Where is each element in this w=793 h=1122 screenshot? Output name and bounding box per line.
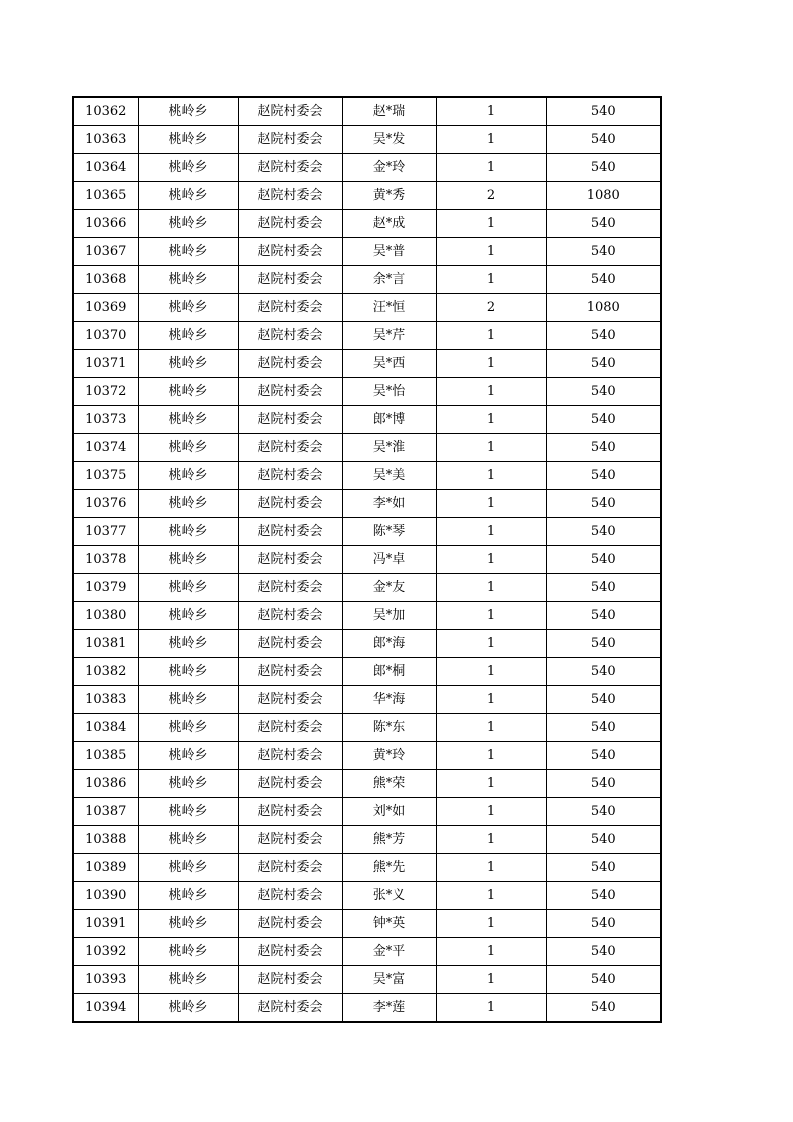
person-name-cell: 张*义 <box>342 882 436 910</box>
village-committee-cell: 赵院村委会 <box>238 546 342 574</box>
village-committee-cell: 赵院村委会 <box>238 518 342 546</box>
person-name-cell: 钟*英 <box>342 910 436 938</box>
person-name-cell: 金*玲 <box>342 154 436 182</box>
table-row <box>73 630 661 658</box>
table-row <box>73 406 661 434</box>
table-row <box>73 938 661 966</box>
person-name-cell: 吴*西 <box>342 350 436 378</box>
township-cell: 桃岭乡 <box>138 322 238 350</box>
count-cell: 2 <box>436 294 546 322</box>
table-row <box>73 322 661 350</box>
person-name-cell: 熊*先 <box>342 854 436 882</box>
table-row <box>73 490 661 518</box>
person-name-cell: 熊*荣 <box>342 770 436 798</box>
table-row <box>73 994 661 1023</box>
amount-cell: 540 <box>546 658 661 686</box>
person-name-cell: 吴*普 <box>342 238 436 266</box>
village-committee-cell: 赵院村委会 <box>238 182 342 210</box>
table-row <box>73 602 661 630</box>
count-cell: 1 <box>436 490 546 518</box>
township-cell: 桃岭乡 <box>138 490 238 518</box>
serial-number-cell: 10388 <box>73 826 138 854</box>
serial-number-cell: 10382 <box>73 658 138 686</box>
table-row <box>73 126 661 154</box>
amount-cell: 540 <box>546 994 661 1023</box>
person-name-cell: 陈*东 <box>342 714 436 742</box>
person-name-cell: 郎*博 <box>342 406 436 434</box>
count-cell: 1 <box>436 434 546 462</box>
table-row <box>73 574 661 602</box>
table-row <box>73 686 661 714</box>
amount-cell: 540 <box>546 518 661 546</box>
township-cell: 桃岭乡 <box>138 910 238 938</box>
village-committee-cell: 赵院村委会 <box>238 910 342 938</box>
serial-number-cell: 10375 <box>73 462 138 490</box>
serial-number-cell: 10362 <box>73 97 138 126</box>
village-committee-cell: 赵院村委会 <box>238 462 342 490</box>
serial-number-cell: 10381 <box>73 630 138 658</box>
serial-number-cell: 10367 <box>73 238 138 266</box>
serial-number-cell: 10392 <box>73 938 138 966</box>
amount-cell: 540 <box>546 938 661 966</box>
count-cell: 2 <box>436 182 546 210</box>
serial-number-cell: 10384 <box>73 714 138 742</box>
village-committee-cell: 赵院村委会 <box>238 350 342 378</box>
township-cell: 桃岭乡 <box>138 630 238 658</box>
amount-cell: 1080 <box>546 294 661 322</box>
count-cell: 1 <box>436 210 546 238</box>
person-name-cell: 吴*富 <box>342 966 436 994</box>
township-cell: 桃岭乡 <box>138 97 238 126</box>
amount-cell: 540 <box>546 574 661 602</box>
village-committee-cell: 赵院村委会 <box>238 714 342 742</box>
person-name-cell: 黄*秀 <box>342 182 436 210</box>
amount-cell: 540 <box>546 546 661 574</box>
serial-number-cell: 10390 <box>73 882 138 910</box>
count-cell: 1 <box>436 546 546 574</box>
amount-cell: 540 <box>546 966 661 994</box>
person-name-cell: 金*友 <box>342 574 436 602</box>
amount-cell: 540 <box>546 97 661 126</box>
count-cell: 1 <box>436 266 546 294</box>
amount-cell: 540 <box>546 322 661 350</box>
township-cell: 桃岭乡 <box>138 406 238 434</box>
table-body <box>73 97 661 1022</box>
count-cell: 1 <box>436 238 546 266</box>
township-cell: 桃岭乡 <box>138 434 238 462</box>
count-cell: 1 <box>436 322 546 350</box>
serial-number-cell: 10383 <box>73 686 138 714</box>
person-name-cell: 吴*发 <box>342 126 436 154</box>
village-committee-cell: 赵院村委会 <box>238 742 342 770</box>
village-committee-cell: 赵院村委会 <box>238 238 342 266</box>
serial-number-cell: 10373 <box>73 406 138 434</box>
village-committee-cell: 赵院村委会 <box>238 798 342 826</box>
amount-cell: 540 <box>546 770 661 798</box>
village-committee-cell: 赵院村委会 <box>238 658 342 686</box>
serial-number-cell: 10385 <box>73 742 138 770</box>
count-cell: 1 <box>436 97 546 126</box>
person-name-cell: 吴*加 <box>342 602 436 630</box>
township-cell: 桃岭乡 <box>138 882 238 910</box>
person-name-cell: 黄*玲 <box>342 742 436 770</box>
count-cell: 1 <box>436 378 546 406</box>
count-cell: 1 <box>436 574 546 602</box>
count-cell: 1 <box>436 714 546 742</box>
village-committee-cell: 赵院村委会 <box>238 994 342 1023</box>
village-committee-cell: 赵院村委会 <box>238 434 342 462</box>
village-committee-cell: 赵院村委会 <box>238 322 342 350</box>
amount-cell: 540 <box>546 350 661 378</box>
table-row <box>73 518 661 546</box>
township-cell: 桃岭乡 <box>138 154 238 182</box>
person-name-cell: 刘*如 <box>342 798 436 826</box>
count-cell: 1 <box>436 742 546 770</box>
village-committee-cell: 赵院村委会 <box>238 490 342 518</box>
table-row <box>73 378 661 406</box>
village-committee-cell: 赵院村委会 <box>238 826 342 854</box>
serial-number-cell: 10369 <box>73 294 138 322</box>
person-name-cell: 吴*淮 <box>342 434 436 462</box>
person-name-cell: 郎*海 <box>342 630 436 658</box>
village-committee-cell: 赵院村委会 <box>238 770 342 798</box>
count-cell: 1 <box>436 462 546 490</box>
township-cell: 桃岭乡 <box>138 966 238 994</box>
village-committee-cell: 赵院村委会 <box>238 882 342 910</box>
count-cell: 1 <box>436 154 546 182</box>
data-table <box>72 96 662 1023</box>
table-row <box>73 658 661 686</box>
table-row <box>73 182 661 210</box>
serial-number-cell: 10364 <box>73 154 138 182</box>
count-cell: 1 <box>436 658 546 686</box>
count-cell: 1 <box>436 826 546 854</box>
serial-number-cell: 10387 <box>73 798 138 826</box>
person-name-cell: 吴*芹 <box>342 322 436 350</box>
township-cell: 桃岭乡 <box>138 742 238 770</box>
count-cell: 1 <box>436 966 546 994</box>
count-cell: 1 <box>436 350 546 378</box>
person-name-cell: 陈*琴 <box>342 518 436 546</box>
village-committee-cell: 赵院村委会 <box>238 266 342 294</box>
village-committee-cell: 赵院村委会 <box>238 294 342 322</box>
township-cell: 桃岭乡 <box>138 238 238 266</box>
count-cell: 1 <box>436 630 546 658</box>
count-cell: 1 <box>436 686 546 714</box>
person-name-cell: 熊*芳 <box>342 826 436 854</box>
table-row <box>73 826 661 854</box>
serial-number-cell: 10394 <box>73 994 138 1023</box>
amount-cell: 540 <box>546 854 661 882</box>
table-row <box>73 154 661 182</box>
table-row <box>73 854 661 882</box>
table-row <box>73 798 661 826</box>
serial-number-cell: 10372 <box>73 378 138 406</box>
amount-cell: 1080 <box>546 182 661 210</box>
serial-number-cell: 10380 <box>73 602 138 630</box>
amount-cell: 540 <box>546 462 661 490</box>
serial-number-cell: 10370 <box>73 322 138 350</box>
amount-cell: 540 <box>546 686 661 714</box>
table-row <box>73 546 661 574</box>
serial-number-cell: 10376 <box>73 490 138 518</box>
person-name-cell: 李*莲 <box>342 994 436 1023</box>
person-name-cell: 汪*恒 <box>342 294 436 322</box>
table-row <box>73 97 661 126</box>
amount-cell: 540 <box>546 126 661 154</box>
village-committee-cell: 赵院村委会 <box>238 210 342 238</box>
township-cell: 桃岭乡 <box>138 126 238 154</box>
person-name-cell: 华*海 <box>342 686 436 714</box>
table-row <box>73 266 661 294</box>
amount-cell: 540 <box>546 602 661 630</box>
person-name-cell: 赵*瑞 <box>342 97 436 126</box>
count-cell: 1 <box>436 854 546 882</box>
township-cell: 桃岭乡 <box>138 518 238 546</box>
village-committee-cell: 赵院村委会 <box>238 97 342 126</box>
township-cell: 桃岭乡 <box>138 602 238 630</box>
township-cell: 桃岭乡 <box>138 714 238 742</box>
village-committee-cell: 赵院村委会 <box>238 966 342 994</box>
amount-cell: 540 <box>546 210 661 238</box>
township-cell: 桃岭乡 <box>138 294 238 322</box>
count-cell: 1 <box>436 938 546 966</box>
table-row <box>73 882 661 910</box>
village-committee-cell: 赵院村委会 <box>238 630 342 658</box>
amount-cell: 540 <box>546 406 661 434</box>
township-cell: 桃岭乡 <box>138 182 238 210</box>
table-row <box>73 238 661 266</box>
count-cell: 1 <box>436 994 546 1023</box>
serial-number-cell: 10371 <box>73 350 138 378</box>
table-row <box>73 294 661 322</box>
amount-cell: 540 <box>546 882 661 910</box>
township-cell: 桃岭乡 <box>138 462 238 490</box>
person-name-cell: 余*言 <box>342 266 436 294</box>
township-cell: 桃岭乡 <box>138 210 238 238</box>
township-cell: 桃岭乡 <box>138 770 238 798</box>
amount-cell: 540 <box>546 238 661 266</box>
township-cell: 桃岭乡 <box>138 546 238 574</box>
amount-cell: 540 <box>546 154 661 182</box>
count-cell: 1 <box>436 798 546 826</box>
township-cell: 桃岭乡 <box>138 378 238 406</box>
table-row <box>73 434 661 462</box>
serial-number-cell: 10379 <box>73 574 138 602</box>
amount-cell: 540 <box>546 798 661 826</box>
village-committee-cell: 赵院村委会 <box>238 686 342 714</box>
village-committee-cell: 赵院村委会 <box>238 378 342 406</box>
township-cell: 桃岭乡 <box>138 658 238 686</box>
village-committee-cell: 赵院村委会 <box>238 406 342 434</box>
serial-number-cell: 10363 <box>73 126 138 154</box>
township-cell: 桃岭乡 <box>138 574 238 602</box>
serial-number-cell: 10393 <box>73 966 138 994</box>
village-committee-cell: 赵院村委会 <box>238 154 342 182</box>
amount-cell: 540 <box>546 826 661 854</box>
count-cell: 1 <box>436 406 546 434</box>
serial-number-cell: 10389 <box>73 854 138 882</box>
person-name-cell: 冯*卓 <box>342 546 436 574</box>
serial-number-cell: 10365 <box>73 182 138 210</box>
amount-cell: 540 <box>546 490 661 518</box>
serial-number-cell: 10386 <box>73 770 138 798</box>
township-cell: 桃岭乡 <box>138 350 238 378</box>
table-row <box>73 350 661 378</box>
person-name-cell: 李*如 <box>342 490 436 518</box>
amount-cell: 540 <box>546 630 661 658</box>
township-cell: 桃岭乡 <box>138 994 238 1023</box>
person-name-cell: 金*平 <box>342 938 436 966</box>
table-row <box>73 770 661 798</box>
serial-number-cell: 10377 <box>73 518 138 546</box>
serial-number-cell: 10366 <box>73 210 138 238</box>
amount-cell: 540 <box>546 434 661 462</box>
village-committee-cell: 赵院村委会 <box>238 854 342 882</box>
village-committee-cell: 赵院村委会 <box>238 126 342 154</box>
village-committee-cell: 赵院村委会 <box>238 602 342 630</box>
township-cell: 桃岭乡 <box>138 266 238 294</box>
table-row <box>73 910 661 938</box>
count-cell: 1 <box>436 770 546 798</box>
table-row <box>73 742 661 770</box>
township-cell: 桃岭乡 <box>138 798 238 826</box>
count-cell: 1 <box>436 602 546 630</box>
serial-number-cell: 10368 <box>73 266 138 294</box>
table-row <box>73 210 661 238</box>
village-committee-cell: 赵院村委会 <box>238 938 342 966</box>
amount-cell: 540 <box>546 742 661 770</box>
amount-cell: 540 <box>546 266 661 294</box>
amount-cell: 540 <box>546 910 661 938</box>
count-cell: 1 <box>436 126 546 154</box>
amount-cell: 540 <box>546 714 661 742</box>
serial-number-cell: 10374 <box>73 434 138 462</box>
township-cell: 桃岭乡 <box>138 686 238 714</box>
count-cell: 1 <box>436 518 546 546</box>
village-committee-cell: 赵院村委会 <box>238 574 342 602</box>
township-cell: 桃岭乡 <box>138 826 238 854</box>
table-row <box>73 966 661 994</box>
count-cell: 1 <box>436 882 546 910</box>
person-name-cell: 吴*怡 <box>342 378 436 406</box>
serial-number-cell: 10378 <box>73 546 138 574</box>
person-name-cell: 郎*桐 <box>342 658 436 686</box>
table-row <box>73 714 661 742</box>
township-cell: 桃岭乡 <box>138 854 238 882</box>
person-name-cell: 赵*成 <box>342 210 436 238</box>
township-cell: 桃岭乡 <box>138 938 238 966</box>
table-row <box>73 462 661 490</box>
count-cell: 1 <box>436 910 546 938</box>
person-name-cell: 吴*美 <box>342 462 436 490</box>
amount-cell: 540 <box>546 378 661 406</box>
serial-number-cell: 10391 <box>73 910 138 938</box>
